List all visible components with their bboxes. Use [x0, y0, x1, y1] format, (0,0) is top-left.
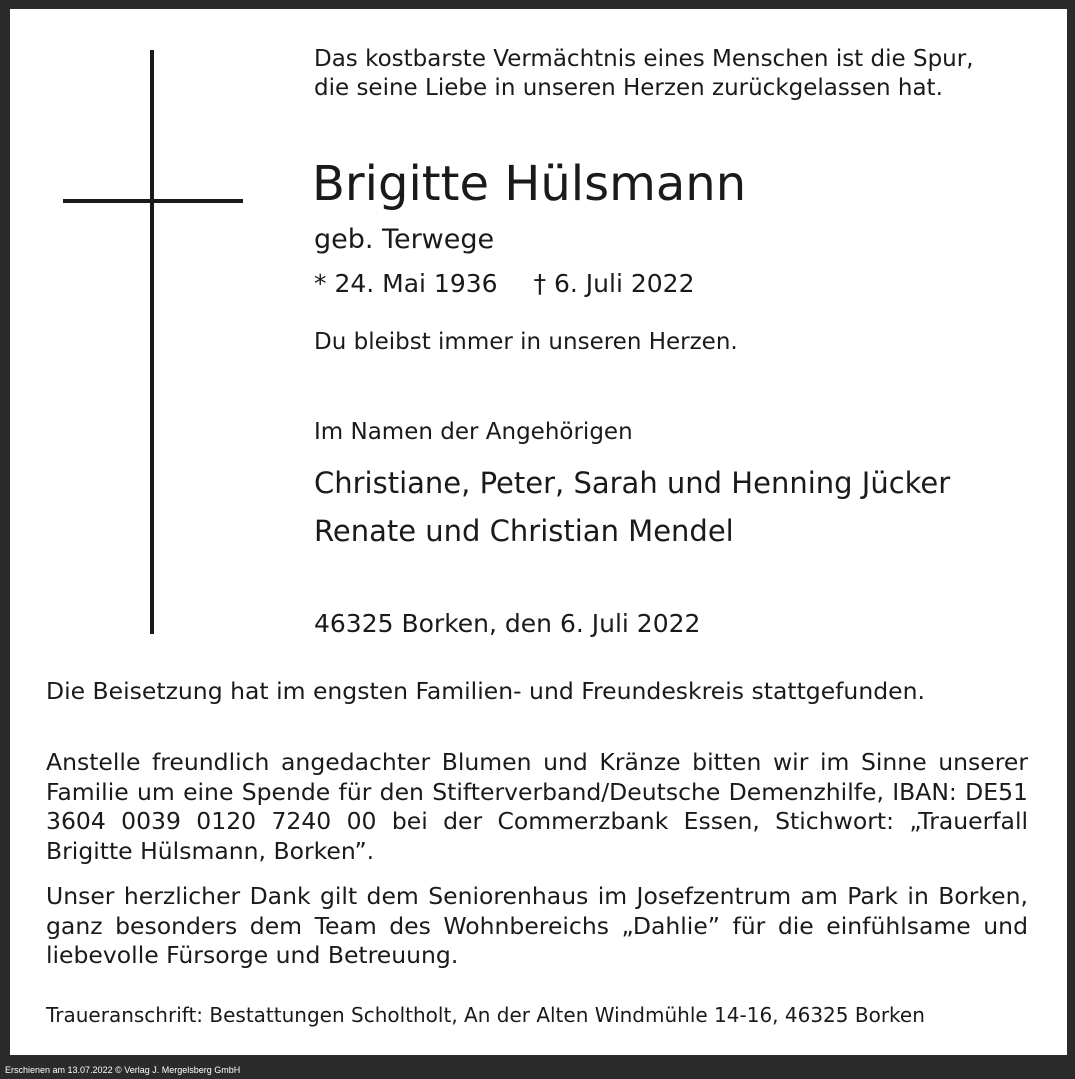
publication-footer: Erschienen am 13.07.2022 © Verlag J. Mergelsberg GmbH — [5, 1065, 241, 1075]
family-names-line-1: Christiane, Peter, Sarah und Henning Jücker — [314, 466, 951, 500]
maiden-name: geb. Terwege — [314, 224, 495, 255]
cross-horizontal-bar — [63, 199, 243, 203]
motto-text: Das kostbarste Vermächtnis eines Menschen ist die Spur, die seine Liebe in unseren Herzen zurückgelassen hat. — [314, 46, 974, 101]
burial-paragraph: Die Beisetzung hat im engsten Familien- und Freundeskreis stattgefunden. — [46, 677, 925, 705]
cross-vertical-bar — [150, 50, 154, 634]
family-intro: Im Namen der Angehörigen — [314, 419, 633, 445]
birth-date: * 24. Mai 1936 — [314, 269, 498, 298]
farewell-line: Du bleibst immer in unseren Herzen. — [314, 329, 738, 355]
thanks-paragraph: Unser herzlicher Dank gilt dem Seniorenhaus im Josefzentrum am Park in Borken, ganz besonders dem Team des Wohnbereichs „Dahlie” für die einfühlsame und liebevolle Fürsorge und Betreuung. — [46, 882, 1028, 969]
life-dates — [314, 267, 695, 301]
death-date: † 6. Juli 2022 — [533, 269, 695, 298]
mourning-address: Traueranschrift: Bestattungen Scholtholt, An der Alten Windmühle 14-16, 46325 Borken — [46, 1003, 925, 1027]
family-names-line-2: Renate und Christian Mendel — [314, 514, 734, 548]
donation-paragraph: Anstelle freundlich angedachter Blumen und Kränze bitten wir im Sinne unserer Familie um eine Spende für den Stifterverband/Deutsche Demenzhilfe, IBAN: DE51 3604 0039 0120 7240 00 bei der Commerzbank Essen, Stichwort: „Trauerfall Brigitte Hülsmann, Borken”. — [46, 748, 1028, 865]
deceased-name: Brigitte Hülsmann — [312, 156, 747, 212]
obituary-notice — [10, 9, 1067, 1055]
place-and-date: 46325 Borken, den 6. Juli 2022 — [314, 609, 701, 638]
